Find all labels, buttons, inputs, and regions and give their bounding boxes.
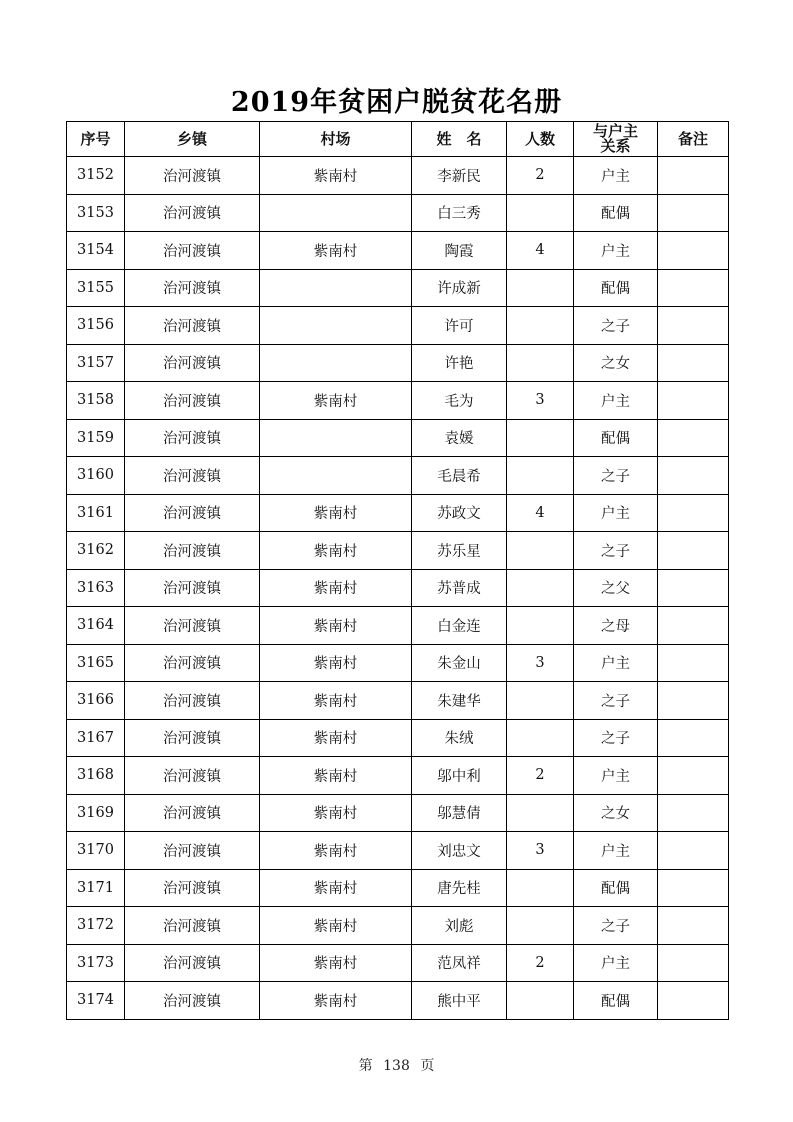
header-note: 备注	[658, 122, 729, 157]
cell-village	[260, 419, 412, 457]
cell-town: 治河渡镇	[125, 382, 260, 420]
cell-seq: 3158	[67, 382, 125, 420]
cell-town: 治河渡镇	[125, 682, 260, 720]
cell-count	[507, 269, 574, 307]
cell-town: 治河渡镇	[125, 419, 260, 457]
cell-village: 紫南村	[260, 944, 412, 982]
table-row	[67, 682, 729, 720]
cell-town: 治河渡镇	[125, 194, 260, 232]
cell-seq: 3156	[67, 307, 125, 345]
cell-note	[658, 194, 729, 232]
page-footer	[0, 1055, 793, 1075]
cell-name: 朱金山	[412, 644, 507, 682]
cell-town: 治河渡镇	[125, 569, 260, 607]
cell-count	[507, 307, 574, 345]
cell-village	[260, 269, 412, 307]
cell-name: 陶霞	[412, 232, 507, 270]
cell-village: 紫南村	[260, 607, 412, 645]
cell-village: 紫南村	[260, 907, 412, 945]
cell-village	[260, 194, 412, 232]
table-row	[67, 194, 729, 232]
cell-name: 邬中利	[412, 757, 507, 795]
table-row	[67, 944, 729, 982]
cell-town: 治河渡镇	[125, 944, 260, 982]
cell-note	[658, 907, 729, 945]
cell-note	[658, 232, 729, 270]
cell-name: 刘彪	[412, 907, 507, 945]
cell-note	[658, 344, 729, 382]
cell-village	[260, 457, 412, 495]
table-row	[67, 344, 729, 382]
cell-town: 治河渡镇	[125, 269, 260, 307]
cell-seq: 3167	[67, 719, 125, 757]
cell-count	[507, 457, 574, 495]
cell-relation: 之子	[574, 682, 658, 720]
cell-count: 4	[507, 232, 574, 270]
cell-seq: 3162	[67, 532, 125, 570]
cell-note	[658, 419, 729, 457]
cell-count	[507, 194, 574, 232]
page-title: 2019年贫困户脱贫花名册	[230, 87, 563, 118]
cell-name: 朱建华	[412, 682, 507, 720]
cell-town: 治河渡镇	[125, 719, 260, 757]
cell-town: 治河渡镇	[125, 494, 260, 532]
header-relation-line1: 与户主	[592, 122, 638, 140]
cell-note	[658, 457, 729, 495]
cell-count	[507, 344, 574, 382]
cell-name: 袁媛	[412, 419, 507, 457]
cell-town: 治河渡镇	[125, 757, 260, 795]
cell-count: 2	[507, 157, 574, 195]
table-header-row	[67, 122, 729, 157]
cell-seq: 3165	[67, 644, 125, 682]
cell-relation: 户主	[574, 832, 658, 870]
table-body	[67, 157, 729, 1020]
cell-village: 紫南村	[260, 719, 412, 757]
footer-prefix: 第	[358, 1058, 373, 1074]
cell-seq: 3164	[67, 607, 125, 645]
cell-count	[507, 532, 574, 570]
cell-seq: 3171	[67, 869, 125, 907]
cell-name: 刘忠文	[412, 832, 507, 870]
cell-village: 紫南村	[260, 869, 412, 907]
cell-seq: 3154	[67, 232, 125, 270]
cell-village	[260, 307, 412, 345]
cell-relation: 户主	[574, 494, 658, 532]
cell-name: 许艳	[412, 344, 507, 382]
cell-note	[658, 607, 729, 645]
table-row	[67, 569, 729, 607]
cell-relation: 配偶	[574, 869, 658, 907]
cell-seq: 3174	[67, 982, 125, 1020]
cell-note	[658, 794, 729, 832]
cell-town: 治河渡镇	[125, 532, 260, 570]
cell-relation: 户主	[574, 757, 658, 795]
cell-count	[507, 419, 574, 457]
cell-count	[507, 794, 574, 832]
cell-name: 白三秀	[412, 194, 507, 232]
cell-note	[658, 757, 729, 795]
table-row	[67, 869, 729, 907]
cell-name: 李新民	[412, 157, 507, 195]
table-row	[67, 719, 729, 757]
cell-town: 治河渡镇	[125, 607, 260, 645]
cell-relation: 之子	[574, 457, 658, 495]
cell-town: 治河渡镇	[125, 794, 260, 832]
cell-village: 紫南村	[260, 382, 412, 420]
cell-count	[507, 607, 574, 645]
cell-note	[658, 944, 729, 982]
cell-count: 2	[507, 944, 574, 982]
cell-town: 治河渡镇	[125, 982, 260, 1020]
cell-village: 紫南村	[260, 682, 412, 720]
cell-relation: 之女	[574, 794, 658, 832]
header-relation	[574, 122, 658, 157]
cell-seq: 3168	[67, 757, 125, 795]
table-row	[67, 757, 729, 795]
cell-relation: 配偶	[574, 419, 658, 457]
cell-name: 许成新	[412, 269, 507, 307]
cell-village: 紫南村	[260, 494, 412, 532]
table-row	[67, 232, 729, 270]
cell-relation: 之女	[574, 344, 658, 382]
cell-note	[658, 494, 729, 532]
footer-suffix: 页	[420, 1058, 435, 1074]
cell-seq: 3169	[67, 794, 125, 832]
header-count: 人数	[507, 122, 574, 157]
cell-note	[658, 532, 729, 570]
cell-village: 紫南村	[260, 157, 412, 195]
cell-seq: 3161	[67, 494, 125, 532]
table-row	[67, 269, 729, 307]
cell-note	[658, 269, 729, 307]
table-row	[67, 382, 729, 420]
cell-village: 紫南村	[260, 569, 412, 607]
cell-village: 紫南村	[260, 232, 412, 270]
cell-name: 邬慧倩	[412, 794, 507, 832]
cell-name: 毛为	[412, 382, 507, 420]
cell-note	[658, 982, 729, 1020]
cell-town: 治河渡镇	[125, 344, 260, 382]
table-row	[67, 419, 729, 457]
cell-count: 3	[507, 832, 574, 870]
cell-relation: 之母	[574, 607, 658, 645]
cell-relation: 户主	[574, 944, 658, 982]
table-row	[67, 794, 729, 832]
header-relation-line2: 关系	[600, 137, 631, 155]
table-row	[67, 644, 729, 682]
cell-relation: 之子	[574, 907, 658, 945]
cell-note	[658, 307, 729, 345]
cell-count: 3	[507, 644, 574, 682]
table-row	[67, 832, 729, 870]
header-name: 姓 名	[412, 122, 507, 157]
cell-name: 范凤祥	[412, 944, 507, 982]
cell-relation: 户主	[574, 157, 658, 195]
cell-name: 唐先桂	[412, 869, 507, 907]
cell-seq: 3170	[67, 832, 125, 870]
cell-note	[658, 719, 729, 757]
cell-relation: 之父	[574, 569, 658, 607]
cell-relation: 之子	[574, 532, 658, 570]
cell-name: 苏普成	[412, 569, 507, 607]
cell-seq: 3153	[67, 194, 125, 232]
cell-note	[658, 832, 729, 870]
cell-name: 许可	[412, 307, 507, 345]
cell-note	[658, 382, 729, 420]
cell-note	[658, 869, 729, 907]
cell-count: 2	[507, 757, 574, 795]
cell-count: 3	[507, 382, 574, 420]
table-row	[67, 157, 729, 195]
cell-town: 治河渡镇	[125, 232, 260, 270]
cell-name: 熊中平	[412, 982, 507, 1020]
cell-seq: 3173	[67, 944, 125, 982]
header-village: 村场	[260, 122, 412, 157]
cell-note	[658, 157, 729, 195]
cell-count: 4	[507, 494, 574, 532]
cell-count	[507, 569, 574, 607]
cell-count	[507, 719, 574, 757]
cell-town: 治河渡镇	[125, 644, 260, 682]
cell-town: 治河渡镇	[125, 157, 260, 195]
cell-name: 毛晨希	[412, 457, 507, 495]
cell-count	[507, 907, 574, 945]
header-seq: 序号	[67, 122, 125, 157]
cell-name: 白金连	[412, 607, 507, 645]
cell-village: 紫南村	[260, 644, 412, 682]
cell-relation: 之子	[574, 307, 658, 345]
cell-name: 朱绒	[412, 719, 507, 757]
table-row	[67, 307, 729, 345]
table-row	[67, 457, 729, 495]
table-row	[67, 494, 729, 532]
header-town: 乡镇	[125, 122, 260, 157]
cell-village: 紫南村	[260, 757, 412, 795]
cell-count	[507, 682, 574, 720]
cell-name: 苏政文	[412, 494, 507, 532]
cell-seq: 3159	[67, 419, 125, 457]
cell-village	[260, 344, 412, 382]
cell-seq: 3166	[67, 682, 125, 720]
cell-village: 紫南村	[260, 982, 412, 1020]
cell-relation: 户主	[574, 382, 658, 420]
cell-village: 紫南村	[260, 832, 412, 870]
footer-page-number: 138	[383, 1058, 410, 1074]
cell-village: 紫南村	[260, 794, 412, 832]
cell-town: 治河渡镇	[125, 307, 260, 345]
cell-note	[658, 682, 729, 720]
cell-seq: 3155	[67, 269, 125, 307]
cell-town: 治河渡镇	[125, 457, 260, 495]
cell-town: 治河渡镇	[125, 832, 260, 870]
cell-relation: 户主	[574, 644, 658, 682]
cell-relation: 配偶	[574, 982, 658, 1020]
roster-table	[66, 121, 729, 1020]
cell-seq: 3163	[67, 569, 125, 607]
cell-seq: 3157	[67, 344, 125, 382]
cell-relation: 户主	[574, 232, 658, 270]
cell-town: 治河渡镇	[125, 907, 260, 945]
cell-relation: 配偶	[574, 194, 658, 232]
table-row	[67, 907, 729, 945]
cell-relation: 之子	[574, 719, 658, 757]
table-row	[67, 982, 729, 1020]
cell-town: 治河渡镇	[125, 869, 260, 907]
cell-seq: 3172	[67, 907, 125, 945]
cell-seq: 3160	[67, 457, 125, 495]
table-row	[67, 607, 729, 645]
cell-name: 苏乐星	[412, 532, 507, 570]
cell-count	[507, 869, 574, 907]
cell-note	[658, 644, 729, 682]
table-row	[67, 532, 729, 570]
cell-village: 紫南村	[260, 532, 412, 570]
cell-seq: 3152	[67, 157, 125, 195]
cell-relation: 配偶	[574, 269, 658, 307]
cell-note	[658, 569, 729, 607]
cell-count	[507, 982, 574, 1020]
